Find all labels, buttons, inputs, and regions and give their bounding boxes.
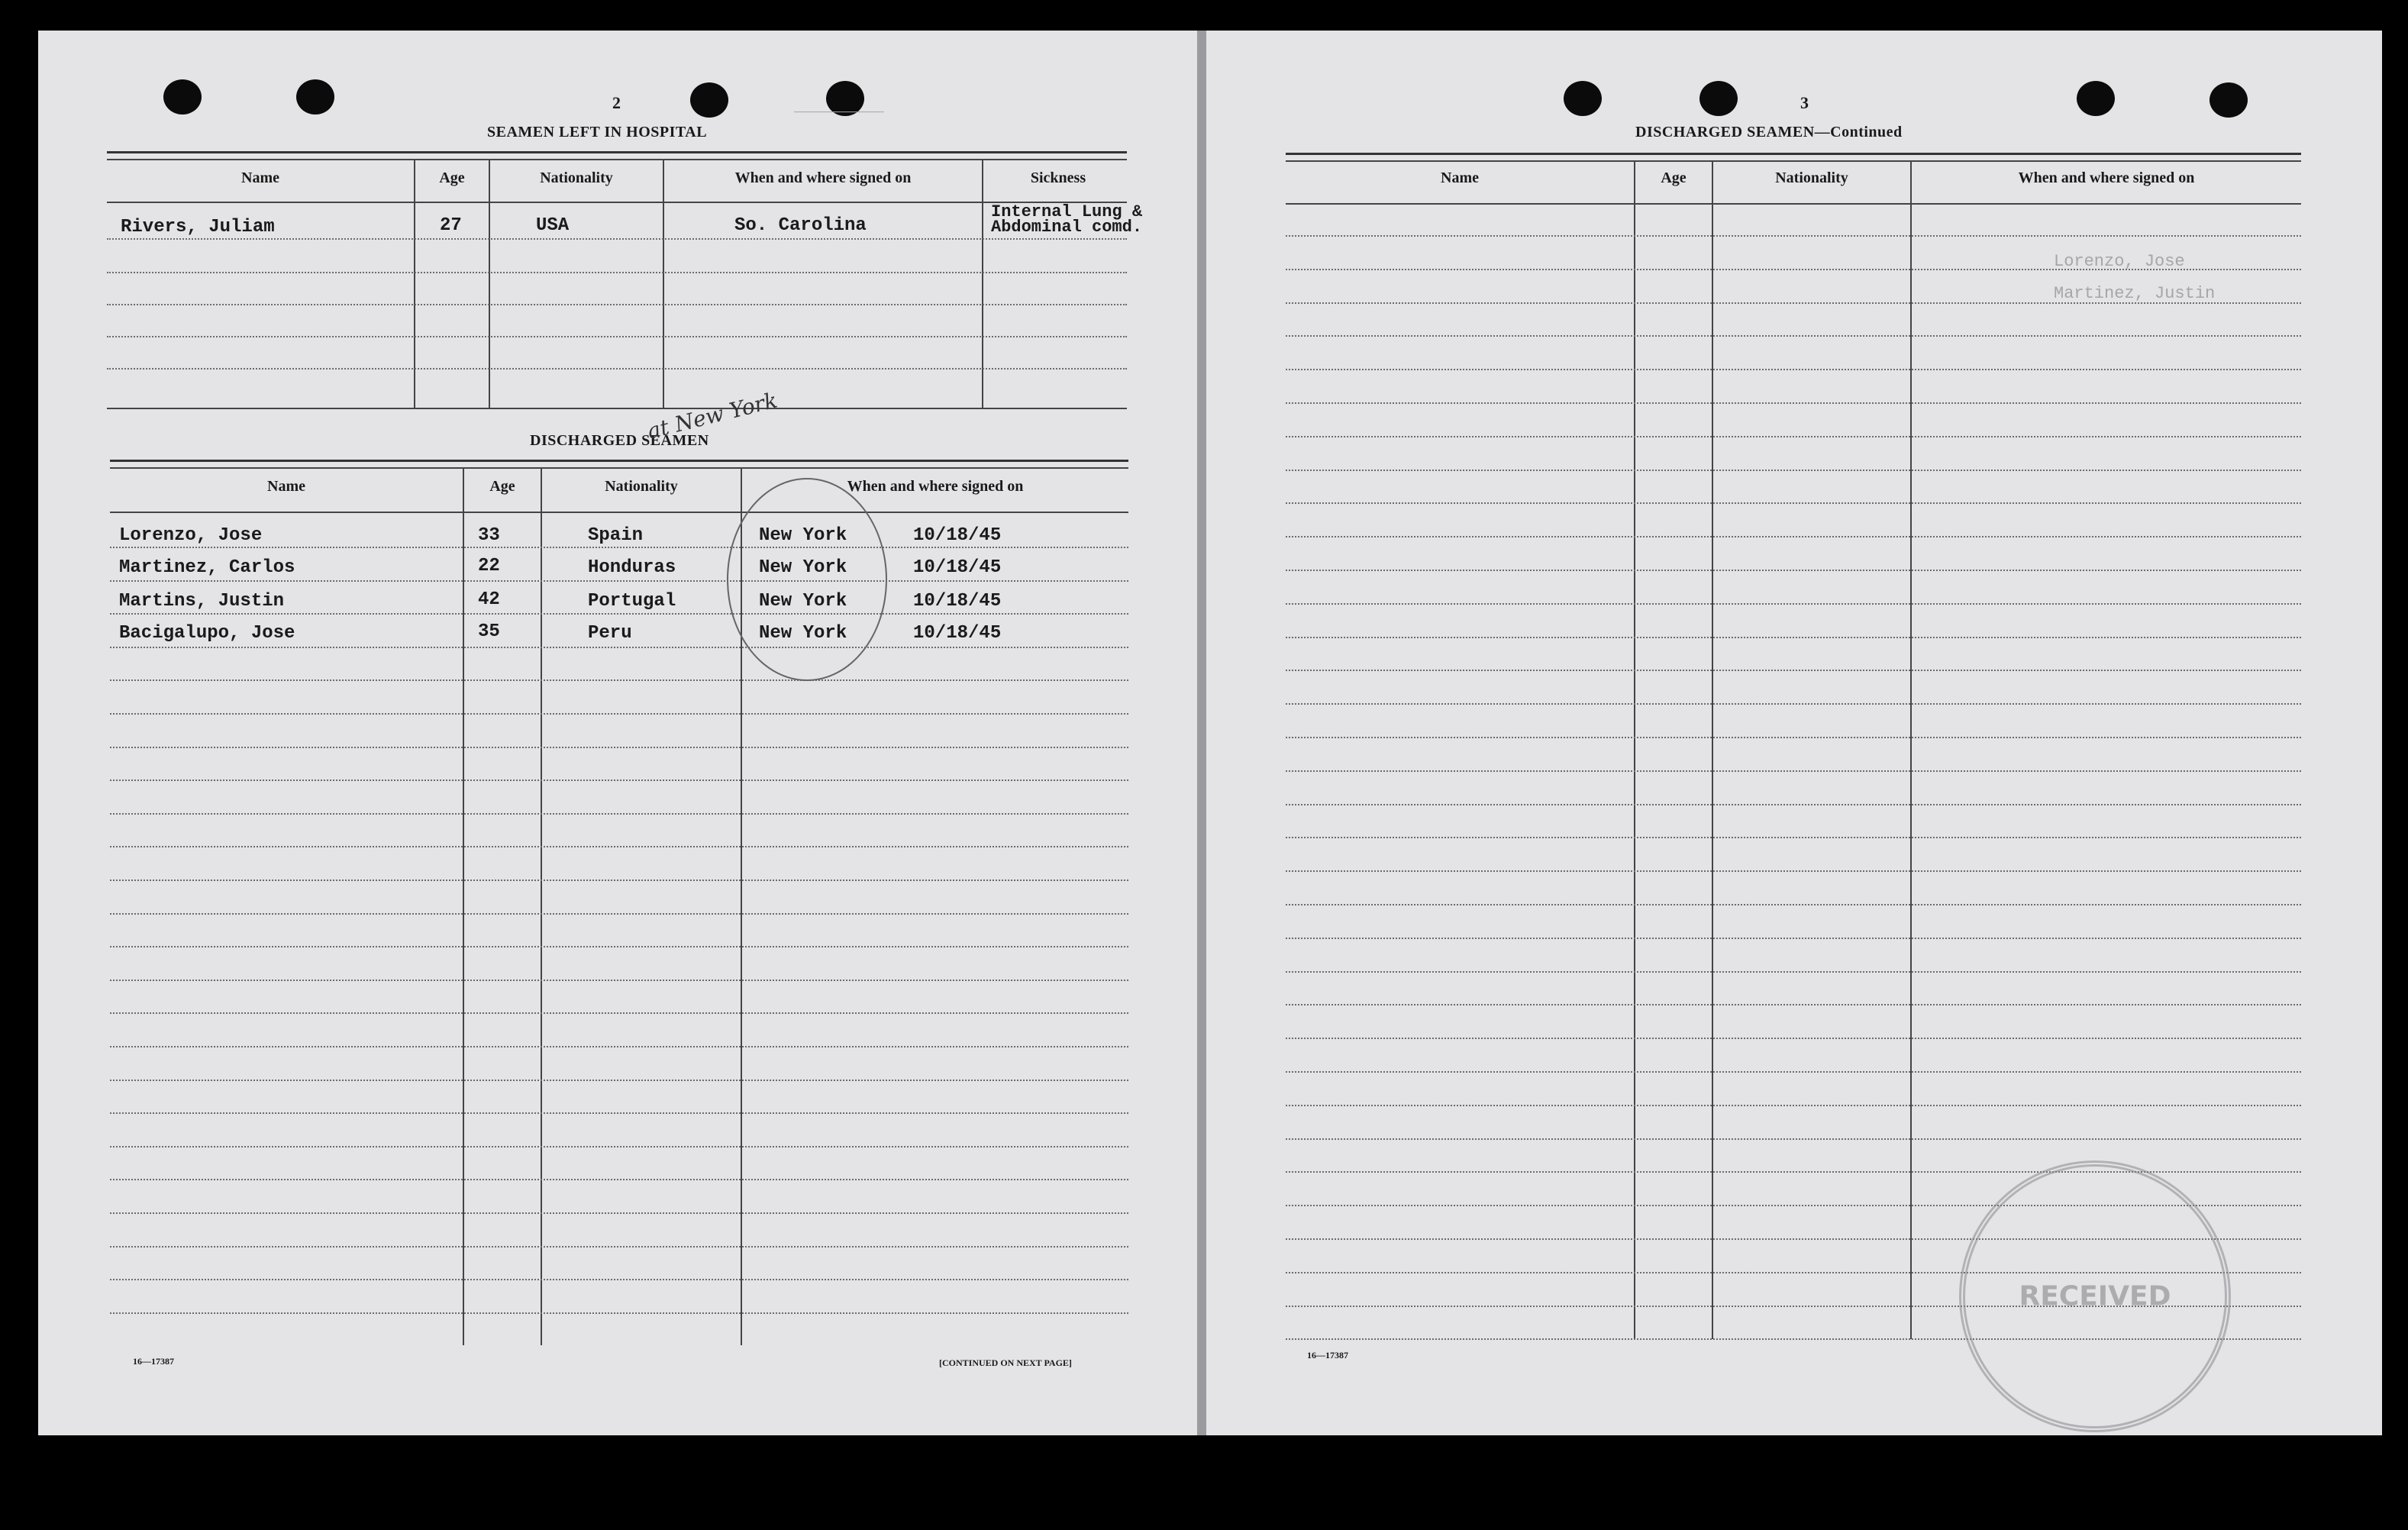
- discharged-place: New York: [759, 623, 847, 644]
- row-line: [110, 1246, 1128, 1248]
- row-line: [1286, 904, 2301, 905]
- row-line: [1286, 1038, 2301, 1039]
- punch-hole: [163, 79, 202, 115]
- punch-hole: [1564, 81, 1602, 116]
- form-number: 16—17387: [1307, 1350, 1348, 1361]
- col-divider: [663, 160, 664, 409]
- row-line: [110, 580, 1128, 582]
- row-line: [107, 304, 1127, 305]
- right-top-rule: [1286, 153, 2301, 155]
- row-line: [1286, 470, 2301, 471]
- row-line: [1286, 269, 2301, 270]
- row-line: [1286, 703, 2301, 705]
- col-head-age: Age: [489, 478, 515, 495]
- row-line: [110, 679, 1128, 681]
- col-head-name: Name: [241, 169, 279, 186]
- row-line: [110, 613, 1128, 615]
- row-line: [110, 1080, 1128, 1081]
- punch-hole: [690, 82, 728, 118]
- row-line: [1286, 737, 2301, 738]
- col-head-age: Age: [439, 169, 465, 186]
- col-head-nationality: Nationality: [605, 478, 678, 495]
- row-line: [1286, 870, 2301, 872]
- page-number: 3: [1800, 93, 1809, 112]
- row-line: [107, 272, 1127, 273]
- row-line: [110, 780, 1128, 781]
- col-head-age: Age: [1661, 169, 1687, 186]
- col-head-signed-on: When and where signed on: [734, 169, 912, 186]
- col-divider: [414, 160, 415, 409]
- col-head-nationality: Nationality: [540, 169, 613, 186]
- row-line: [1286, 1004, 2301, 1005]
- hospital-age: 27: [440, 215, 462, 236]
- row-line: [1286, 670, 2301, 671]
- discharged-date: 10/18/45: [913, 557, 1002, 578]
- discharged-age: 35: [478, 621, 500, 642]
- row-line: [110, 846, 1128, 847]
- row-line: [1286, 235, 2301, 237]
- hospital-signed-on: So. Carolina: [734, 215, 867, 236]
- row-line: [1286, 770, 2301, 772]
- handwritten-note: at New York: [644, 387, 780, 444]
- row-line: [1286, 971, 2301, 973]
- right-top-rule-2: [1286, 160, 2301, 162]
- col-divider: [489, 160, 490, 409]
- discharged-continued-title: DISCHARGED SEAMEN—Continued: [1635, 124, 1903, 140]
- row-line: [1286, 1105, 2301, 1106]
- discharged-nationality: Peru: [588, 623, 632, 644]
- row-line: [107, 238, 1127, 240]
- stamp-text: RECEIVED: [2019, 1280, 2171, 1312]
- row-line: [110, 1046, 1128, 1047]
- row-line: [1286, 502, 2301, 504]
- form-number: 16—17387: [133, 1356, 174, 1367]
- row-line: [110, 946, 1128, 947]
- col-head-signed-on: When and where signed on: [847, 478, 1024, 495]
- discharged-date: 10/18/45: [913, 623, 1002, 644]
- col-divider: [982, 160, 983, 409]
- col-divider: [1712, 162, 1713, 1339]
- row-line: [1286, 804, 2301, 805]
- page-gutter: [1197, 31, 1206, 1435]
- row-line: [110, 647, 1128, 648]
- row-line: [1286, 536, 2301, 537]
- row-line: [1286, 1138, 2301, 1140]
- row-line: [110, 1112, 1128, 1114]
- discharged-place: New York: [759, 557, 847, 578]
- row-line: [1286, 402, 2301, 404]
- row-line: [1286, 837, 2301, 838]
- row-line: [110, 1012, 1128, 1014]
- row-line: [1286, 603, 2301, 605]
- hospital-top-rule: [107, 151, 1127, 153]
- row-line: [110, 1179, 1128, 1180]
- left-page: [38, 31, 1197, 1435]
- received-stamp: [1959, 1160, 2231, 1432]
- row-line: [110, 713, 1128, 715]
- punch-hole: [1699, 81, 1738, 116]
- row-line: [1286, 335, 2301, 337]
- row-line: [110, 813, 1128, 815]
- discharged-place: New York: [759, 591, 847, 612]
- discharged-top-rule: [110, 460, 1128, 462]
- bleed-through-text: ──────────────: [794, 107, 884, 119]
- col-head-sickness: Sickness: [1030, 169, 1086, 186]
- header-rule: [107, 202, 1127, 203]
- row-line: [110, 1212, 1128, 1214]
- col-divider: [1910, 162, 1912, 1339]
- discharged-age: 22: [478, 556, 500, 576]
- row-line: [1286, 302, 2301, 304]
- col-divider: [1634, 162, 1635, 1339]
- page-number: 2: [612, 93, 621, 112]
- bleed-through-text: Lorenzo, Jose: [2054, 252, 2185, 271]
- discharged-nationality: Honduras: [588, 557, 676, 578]
- row-line: [110, 1279, 1128, 1280]
- row-line: [107, 368, 1127, 370]
- discharged-top-rule-2: [110, 467, 1128, 469]
- row-line: [110, 1312, 1128, 1314]
- row-line: [110, 547, 1128, 548]
- row-line: [1286, 637, 2301, 638]
- hand-drawn-circle: [727, 478, 887, 681]
- col-head-signed-on: When and where signed on: [2018, 169, 2195, 186]
- row-line: [110, 913, 1128, 915]
- row-line: [1286, 369, 2301, 370]
- punch-hole: [2209, 82, 2248, 118]
- row-line: [110, 747, 1128, 748]
- discharged-age: 33: [478, 525, 500, 546]
- discharged-name: Bacigalupo, Jose: [119, 623, 295, 644]
- header-rule: [1286, 203, 2301, 205]
- hospital-name: Rivers, Juliam: [121, 217, 275, 237]
- row-line: [1286, 570, 2301, 571]
- hospital-sickness: Internal Lung & Abdominal comd.: [991, 202, 1143, 237]
- row-line: [1286, 436, 2301, 437]
- continued-note: [CONTINUED ON NEXT PAGE]: [939, 1357, 1072, 1368]
- discharged-section-title: DISCHARGED SEAMEN: [530, 432, 709, 449]
- row-line: [110, 980, 1128, 981]
- hospital-section-title: SEAMEN LEFT IN HOSPITAL: [487, 124, 708, 140]
- discharged-nationality: Portugal: [588, 591, 676, 612]
- header-rule: [110, 512, 1128, 513]
- punch-hole: [296, 79, 334, 115]
- discharged-place: New York: [759, 525, 847, 546]
- discharged-name: Lorenzo, Jose: [119, 525, 263, 546]
- col-head-nationality: Nationality: [1775, 169, 1848, 186]
- hospital-nationality: USA: [536, 215, 570, 236]
- col-head-name: Name: [267, 478, 305, 495]
- hospital-top-rule-2: [107, 159, 1127, 160]
- punch-hole: [2077, 81, 2115, 116]
- discharged-age: 42: [478, 589, 500, 610]
- row-line: [110, 880, 1128, 881]
- row-line: [110, 1146, 1128, 1148]
- bleed-through-text: Martinez, Justin: [2054, 284, 2216, 303]
- col-head-name: Name: [1441, 169, 1479, 186]
- hospital-bottom-rule: [107, 408, 1127, 409]
- discharged-nationality: Spain: [588, 525, 644, 546]
- row-line: [1286, 1071, 2301, 1073]
- discharged-name: Martins, Justin: [119, 591, 285, 612]
- row-line: [1286, 938, 2301, 939]
- discharged-date: 10/18/45: [913, 591, 1002, 612]
- row-line: [107, 336, 1127, 337]
- discharged-name: Martinez, Carlos: [119, 557, 295, 578]
- discharged-date: 10/18/45: [913, 525, 1002, 546]
